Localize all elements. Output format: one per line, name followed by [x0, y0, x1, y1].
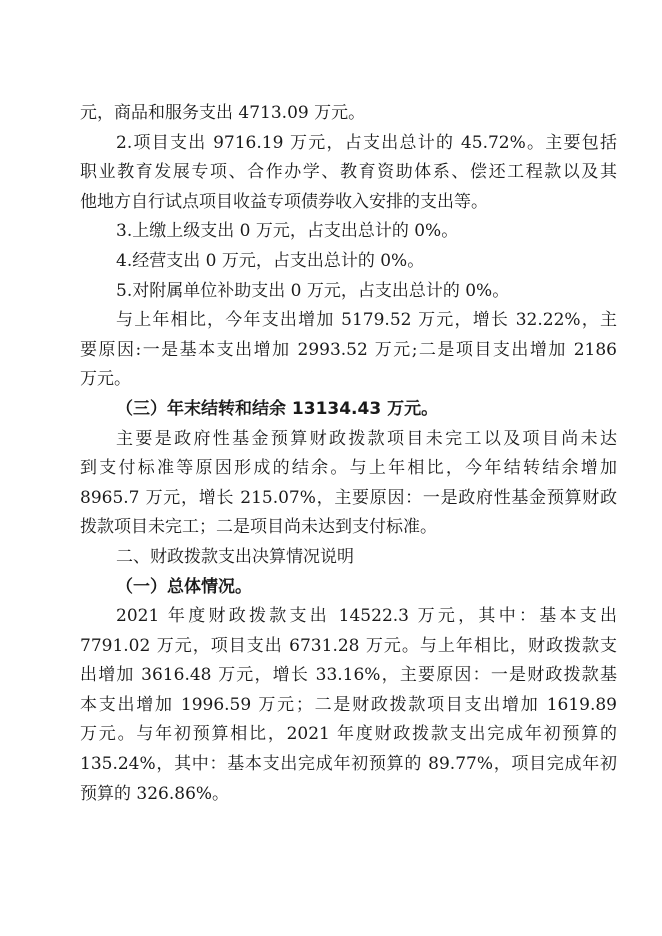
text-line: 与上年相比，今年支出增加 5179.52 万元，增长 32.22%，主: [116, 310, 617, 331]
text-line: 8965.7 万元，增长 215.07%，主要原因：一是政府性基金预算财政: [80, 487, 617, 508]
text-line: 要原因:一是基本支出增加 2993.52 万元;二是项目支出增加 2186: [80, 339, 617, 360]
text-line: 万元。: [80, 369, 131, 390]
text-line: 到支付标准等原因形成的结余。与上年相比，今年结转结余增加: [80, 458, 617, 479]
text-line: 本支出增加 1996.59 万元；二是财政拨款项目支出增加 1619.89: [80, 694, 617, 715]
section-heading: （一）总体情况。: [116, 576, 252, 597]
text-line: 4.经营支出 0 万元，占支出总计的 0%。: [116, 250, 425, 271]
document-page: [80, 99, 617, 809]
text-line: 拨款项目未完工；二是项目尚未达到支付标准。: [80, 517, 437, 538]
text-line: 3.上缴上级支出 0 万元，占支出总计的 0%。: [116, 221, 459, 242]
text-line: 主要是政府性基金预算财政拨款项目未完工以及项目尚未达: [116, 428, 617, 449]
text-line: 2021 年度财政拨款支出 14522.3 万元，其中：基本支出: [116, 606, 617, 627]
text-line: 5.对附属单位补助支出 0 万元，占支出总计的 0%。: [116, 280, 510, 301]
text-line: 他地方自行试点项目收益专项债券收入安排的支出等。: [80, 191, 488, 212]
text-line: 7791.02 万元，项目支出 6731.28 万元。与上年相比，财政拨款支: [80, 635, 617, 656]
text-line: 2.项目支出 9716.19 万元，占支出总计的 45.72%。主要包括: [116, 132, 617, 153]
text-line: 135.24%，其中：基本支出完成年初预算的 89.77%，项目完成年初: [80, 754, 617, 775]
text-line: 职业教育发展专项、合作办学、教育资助体系、偿还工程款以及其: [80, 162, 617, 183]
section-heading: （三）年末结转和结余 13134.43 万元。: [116, 398, 439, 419]
section-heading: 二、财政拨款支出决算情况说明: [116, 546, 354, 567]
text-line: 元，商品和服务支出 4713.09 万元。: [80, 103, 366, 123]
text-line: 出增加 3616.48 万元，增长 33.16%，主要原因：一是财政拨款基: [80, 665, 617, 686]
text-line: 万元。与年初预算相比，2021 年度财政拨款支出完成年初预算的: [80, 724, 617, 745]
text-line: 预算的 326.86%。: [80, 783, 230, 804]
